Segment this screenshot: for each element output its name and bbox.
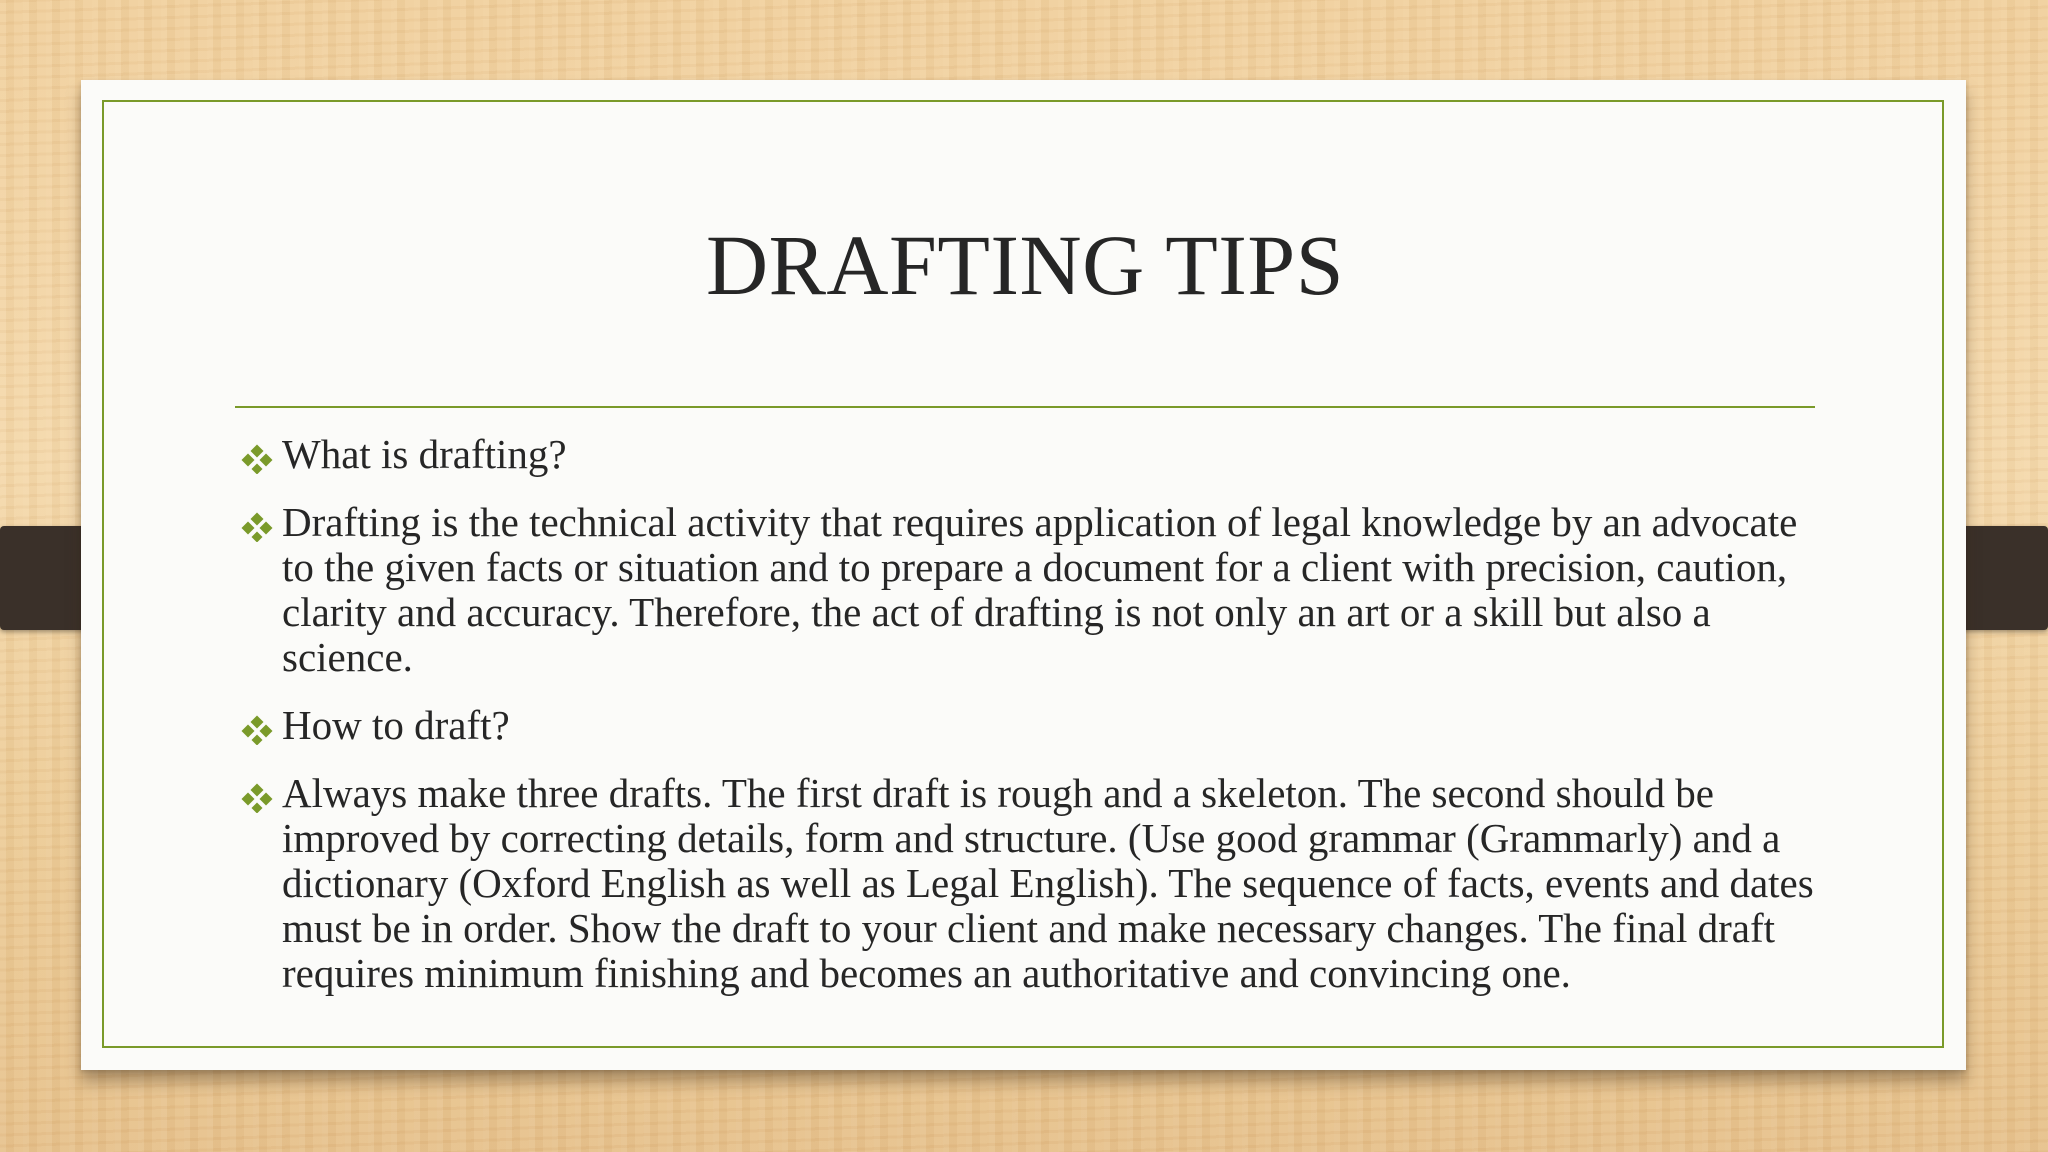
bullet-text: What is drafting? xyxy=(282,431,567,477)
bullet-item xyxy=(240,500,1820,680)
diamond-bullet-icon xyxy=(240,506,274,536)
title-divider xyxy=(235,406,1815,408)
bullet-text: How to draft? xyxy=(282,702,510,748)
bullet-item xyxy=(240,432,1820,477)
diamond-bullet-icon xyxy=(240,777,274,807)
bullet-text: Always make three drafts. The first draft is rough and a skeleton. The second should be improved by correcting details, form and structure. (Use good grammar (Grammarly) and a dictionary (Oxford English as well as Legal English). The sequence of facts, events and dates must be in order. Show the draft to your client and make necessary changes. The final draft requires minimum finishing and becomes an authoritative and convincing one. xyxy=(282,770,1814,996)
slide-title: DRAFTING TIPS xyxy=(705,217,1345,313)
bullet-item xyxy=(240,771,1820,996)
bullet-text: Drafting is the technical activity that requires application of legal knowledge by an advocate to the given facts or situation and to prepare a document for a client with precision, caution, clarity and accuracy. Therefore, the act of drafting is not only an art or a skill but also a science. xyxy=(282,499,1798,680)
bullet-item xyxy=(240,703,1820,748)
bullet-list xyxy=(240,432,1820,1019)
diamond-bullet-icon xyxy=(240,438,274,468)
diamond-bullet-icon xyxy=(240,709,274,739)
